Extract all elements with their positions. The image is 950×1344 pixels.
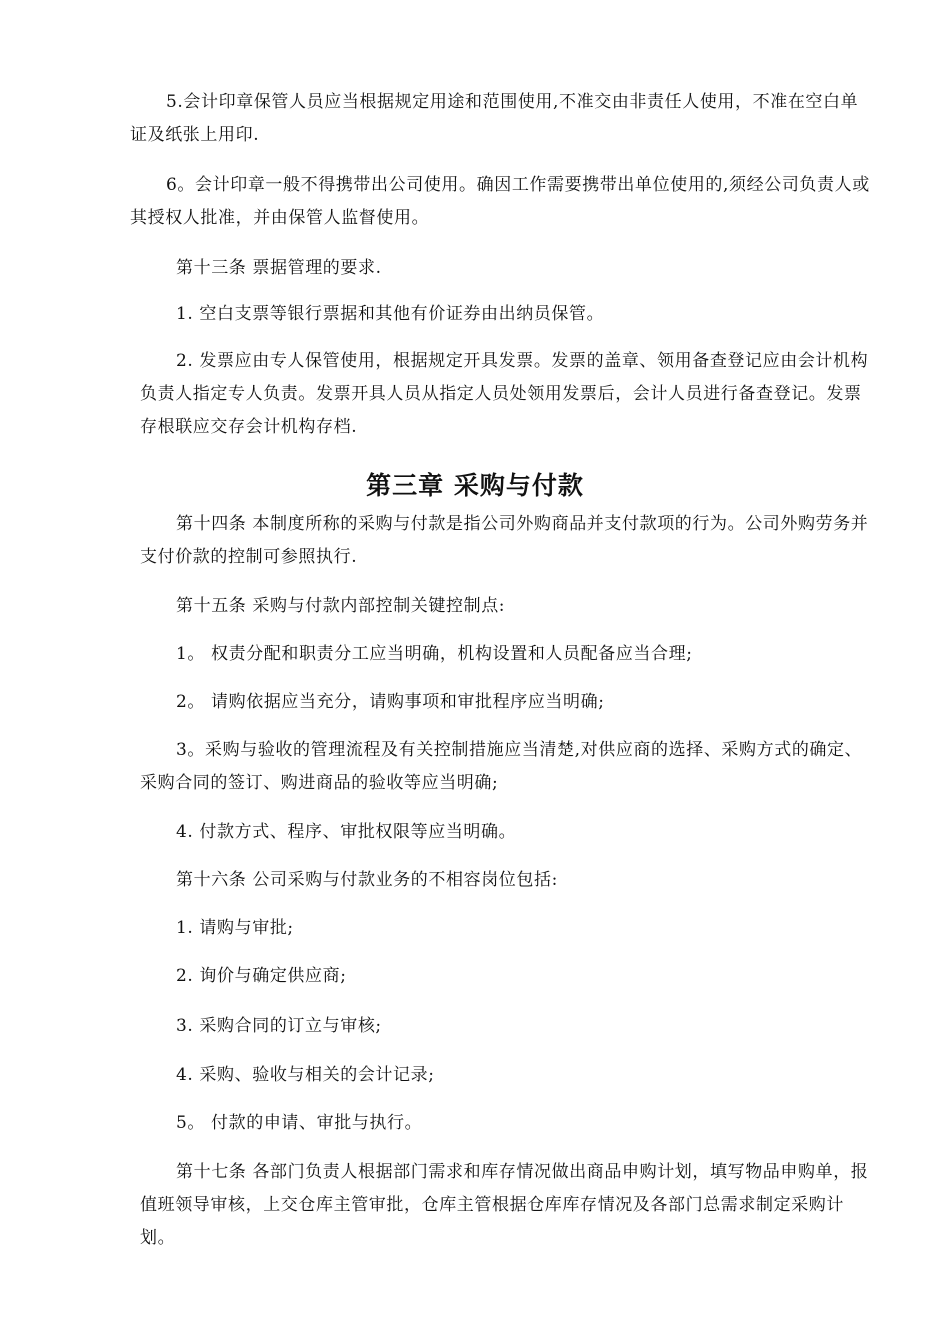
incompatible-post-5: 5。 付款的申请、审批与执行。 xyxy=(176,1113,423,1133)
bill-management-item-2: 2. 发票应由专人保管使用，根据规定开具发票。发票的盖章、领用备查登记应由会计机构负责人指定专人负责。发票开具人员从指定人员处领用发票后，会计人员进行备查登记。发票存根联应交存会计机构存档. xyxy=(140,351,869,437)
article-15-heading: 第十五条 采购与付款内部控制关键控制点: xyxy=(176,596,506,616)
incompatible-post-1: 1. 请购与审批; xyxy=(176,918,294,938)
article-17: 第十七条 各部门负责人根据部门需求和库存情况做出商品申购计划，填写物品申购单，报值班领导审核，上交仓库主管审批，仓库主管根据仓库库存情况及各部门总需求制定采购计划。 xyxy=(140,1162,869,1248)
control-point-2: 2。 请购依据应当充分，请购事项和审批程序应当明确; xyxy=(176,692,605,712)
article-16-heading: 第十六条 公司采购与付款业务的不相容岗位包括: xyxy=(176,870,558,890)
chapter-title: 第三章 采购与付款 xyxy=(366,471,584,500)
control-point-3: 3。采购与验收的管理流程及有关控制措施应当清楚,对供应商的选择、采购方式的确定、采购合同的签订、购进商品的验收等应当明确; xyxy=(140,740,863,793)
paragraph-seal-usage-5: 5.会计印章保管人员应当根据规定用途和范围使用,不准交由非责任人使用，不准在空白单证及纸张上用印. xyxy=(130,92,859,145)
incompatible-post-2: 2. 询价与确定供应商; xyxy=(176,966,347,986)
paragraph-seal-usage-6: 6。会计印章一般不得携带出公司使用。确因工作需要携带出单位使用的,须经公司负责人或其授权人批准，并由保管人监督使用。 xyxy=(130,175,870,228)
article-14: 第十四条 本制度所称的采购与付款是指公司外购商品并支付款项的行为。公司外购劳务并支付价款的控制可参照执行. xyxy=(140,514,869,567)
incompatible-post-4: 4. 采购、验收与相关的会计记录; xyxy=(176,1065,435,1085)
bill-management-item-1: 1. 空白支票等银行票据和其他有价证券由出纳员保管。 xyxy=(176,304,605,324)
control-point-4: 4. 付款方式、程序、审批权限等应当明确。 xyxy=(176,822,517,842)
control-point-1: 1。 权责分配和职责分工应当明确，机构设置和人员配备应当合理; xyxy=(176,644,693,664)
article-13-heading: 第十三条 票据管理的要求. xyxy=(176,258,382,278)
incompatible-post-3: 3. 采购合同的订立与审核; xyxy=(176,1016,382,1036)
